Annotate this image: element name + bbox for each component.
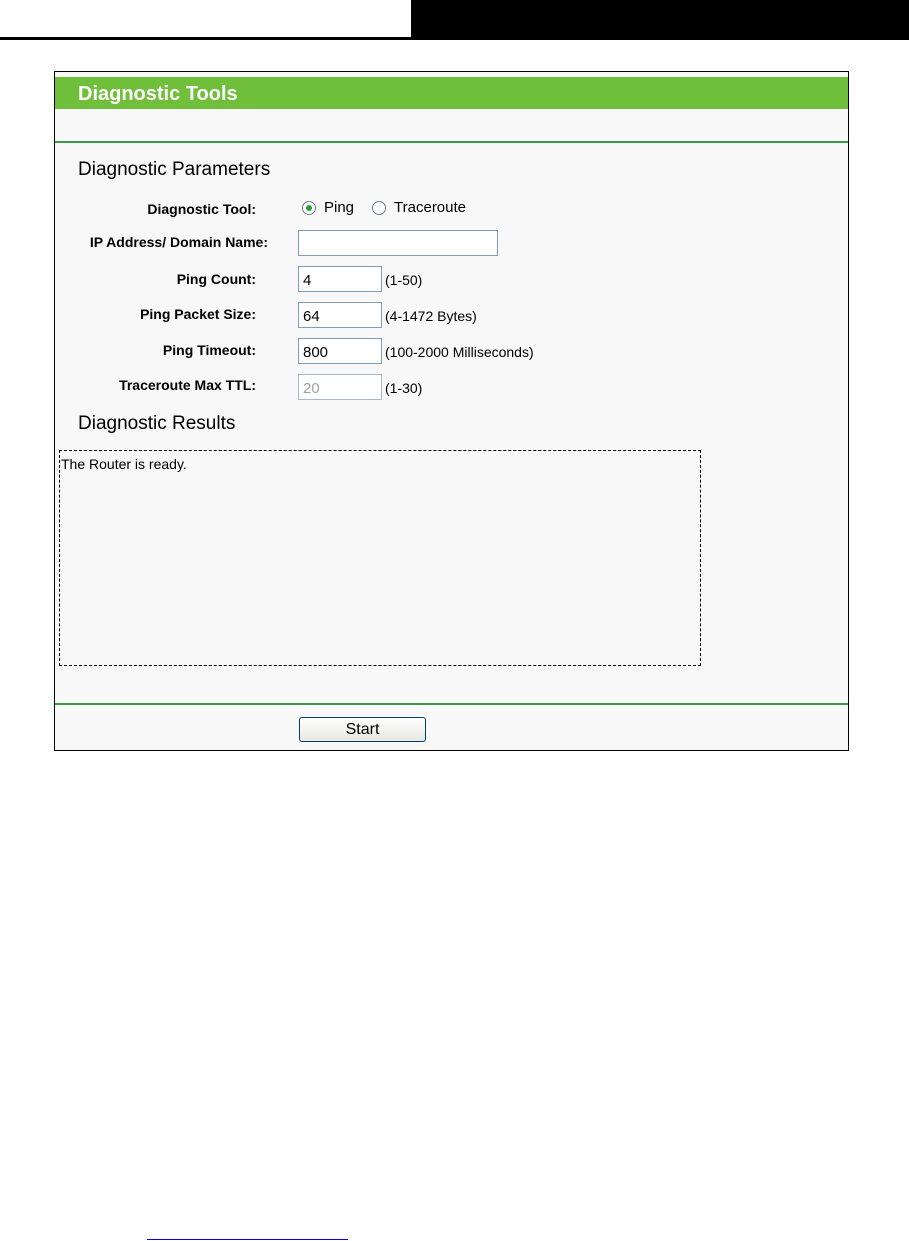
traceroute-radio-label[interactable]: Traceroute <box>394 199 467 216</box>
traceroute-max-ttl-hint: (1-30) <box>385 380 423 396</box>
ping-count-label: Ping Count: <box>176 271 256 287</box>
traceroute-radio[interactable] <box>372 201 386 215</box>
parameters-heading: Diagnostic Parameters <box>78 159 271 180</box>
start-button[interactable]: Start <box>299 717 426 742</box>
diagnostic-tools-panel <box>54 71 849 751</box>
ping-radio[interactable] <box>302 201 316 215</box>
manual-page-header <box>0 0 909 40</box>
ping-radio-label[interactable]: Ping <box>324 199 355 216</box>
ip-address-input[interactable] <box>298 230 498 256</box>
title-bar <box>55 77 848 109</box>
traceroute-max-ttl-input <box>298 374 382 400</box>
divider-bottom <box>55 703 848 705</box>
diagnostic-tool-label: Diagnostic Tool: <box>147 201 256 217</box>
ping-packet-size-label: Ping Packet Size: <box>140 306 256 322</box>
ping-packet-size-hint: (4-1472 Bytes) <box>385 308 477 324</box>
ping-count-hint: (1-50) <box>385 272 423 288</box>
results-text: The Router is ready. <box>61 456 187 472</box>
page-title: Diagnostic Tools <box>78 83 238 105</box>
ping-count-input[interactable] <box>298 266 382 292</box>
diagnostic-tool-radio-group <box>302 199 466 216</box>
results-output <box>59 450 701 666</box>
ping-packet-size-input[interactable] <box>298 302 382 328</box>
traceroute-max-ttl-label: Traceroute Max TTL: <box>119 377 256 393</box>
ping-timeout-label: Ping Timeout: <box>162 342 256 358</box>
header-rule <box>0 37 411 40</box>
ping-timeout-hint: (100-2000 Milliseconds) <box>385 344 534 360</box>
ping-timeout-input[interactable] <box>298 338 382 364</box>
header-black-band <box>411 0 909 40</box>
ip-address-label: IP Address/ Domain Name: <box>89 234 268 250</box>
footer-link-underline[interactable] <box>147 1239 348 1240</box>
divider-top <box>55 141 848 143</box>
results-heading: Diagnostic Results <box>78 413 236 434</box>
